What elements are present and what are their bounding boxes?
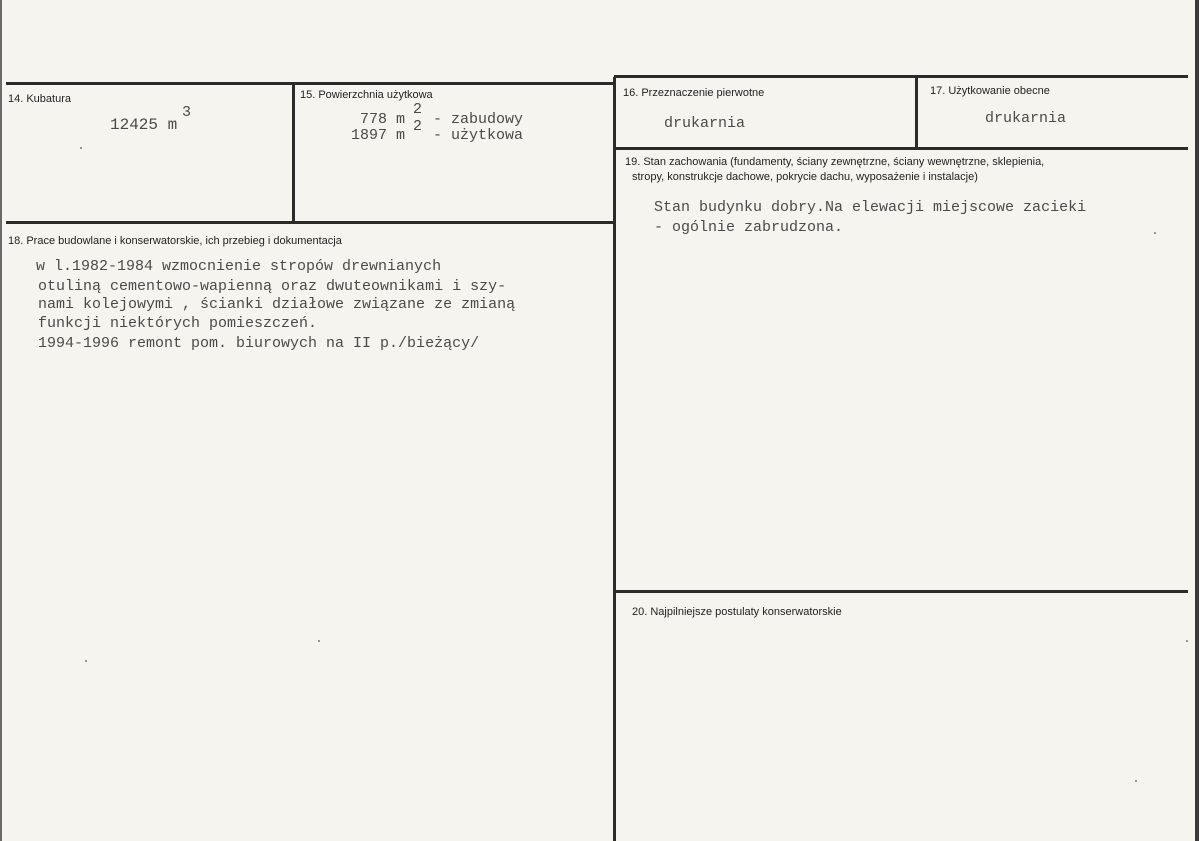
field-18-text-line-5: 1994-1996 remont pom. biurowych na II p./bieżący/ [38, 335, 480, 352]
card-left-edge [0, 0, 2, 841]
field-20-label: 20. Najpilniejsze postulaty konserwatorskie [632, 606, 842, 618]
paper-speck [1186, 640, 1188, 642]
divider-14-15 [292, 82, 295, 223]
paper-speck [1135, 780, 1137, 782]
field-15-usable-area: 1897 m [351, 127, 406, 144]
paper-speck [1154, 232, 1156, 234]
field-19-text-line-2: - ogólnie zabrudzona. [654, 219, 844, 236]
rule-below-14-15 [6, 221, 616, 224]
field-18-text-line-2: otuliną cementowo-wapienną oraz dwuteownikami i szy- [38, 278, 507, 295]
field-19-text-line-1: Stan budynku dobry.Na elewacji miejscowe zacieki [654, 199, 1087, 216]
field-14-value: 12425 m [110, 116, 178, 134]
field-17-label: 17. Użytkowanie obecne [930, 85, 1050, 97]
field-16-label: 16. Przeznaczenie pierwotne [623, 87, 765, 99]
field-15-label: 15. Powierzchnia użytkowa [300, 89, 433, 101]
field-14-unit-exponent: 3 [182, 104, 192, 121]
divider-16-17 [915, 75, 918, 149]
top-rule [6, 82, 614, 85]
field-15-usable-area-exponent: 2 [413, 118, 423, 135]
rule-below-16-17 [614, 147, 1188, 150]
field-18-text-line-3: nami kolejowymi , ścianki działowe związane ze zmianą [38, 296, 516, 313]
divider-15-16 [613, 77, 616, 841]
field-15-usable-area-desc: - użytkowa [433, 127, 524, 144]
card-right-edge [1195, 0, 1199, 841]
field-18-label: 18. Prace budowlane i konserwatorskie, ich przebieg i dokumentacja [8, 235, 342, 247]
field-17-value: drukarnia [985, 110, 1067, 127]
field-15-built-area: 778 m [360, 111, 406, 128]
field-18-text-line-1: w l.1982-1984 wzmocnienie stropów drewnianych [36, 258, 442, 275]
rule-above-20 [614, 590, 1188, 593]
field-16-value: drukarnia [664, 115, 746, 132]
field-18-text-line-4: funkcji niektórych pomieszczeń. [38, 315, 318, 332]
paper-speck [318, 640, 320, 642]
top-rule-right [614, 75, 1188, 78]
field-19-label-line-1: 19. Stan zachowania (fundamenty, ściany zewnętrzne, ściany wewnętrzne, sklepienia, [625, 156, 1045, 168]
paper-speck [80, 147, 82, 149]
field-15-built-area-desc: - zabudowy [433, 111, 524, 128]
field-19-label-line-2: stropy, konstrukcje dachowe, pokrycie dachu, wyposażenie i instalacje) [632, 171, 978, 183]
paper-speck [85, 660, 87, 662]
field-14-label: 14. Kubatura [8, 93, 71, 105]
field-15-built-area-exponent: 2 [413, 101, 423, 118]
